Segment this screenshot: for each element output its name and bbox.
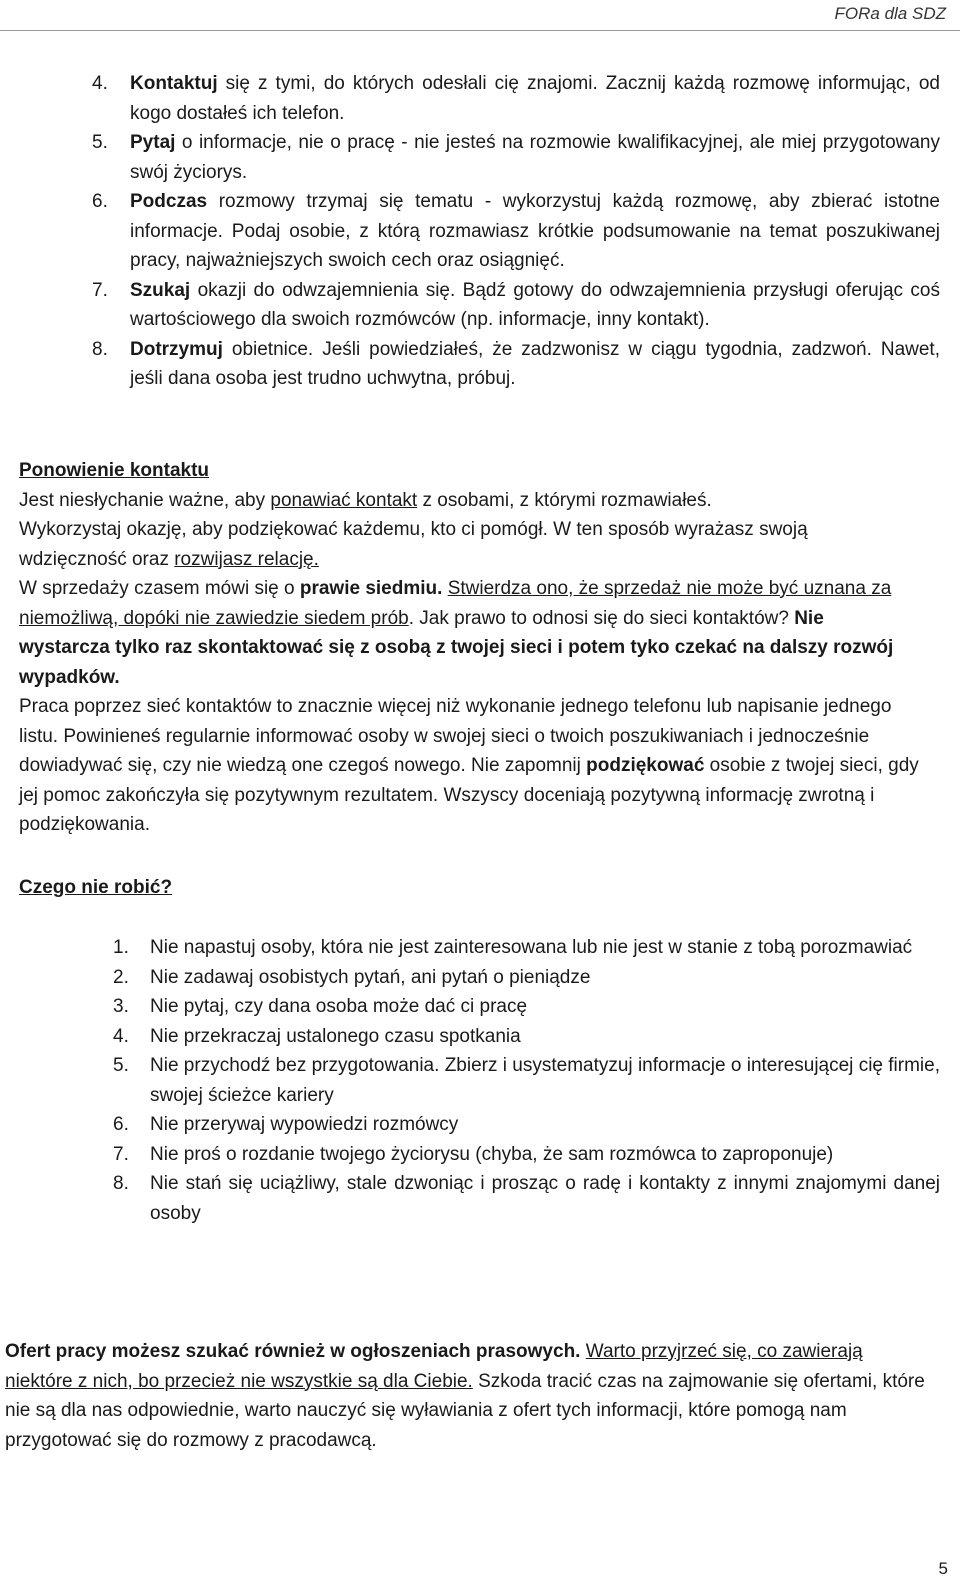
paragraph-text: W sprzedaży czasem mówi się o xyxy=(19,578,300,599)
list-item-text: Nie przychodź bez przygotowania. Zbierz i usystematyzuj informacje o interesującej cię firmie, swojej ścieżce kariery xyxy=(150,1055,940,1106)
list-item-text: Nie napastuj osoby, która nie jest zainteresowana lub nie jest w stanie z tobą porozmawiać xyxy=(150,937,913,958)
section-heading: Czego nie robić? xyxy=(19,877,173,898)
paragraph-text: osobie z twojej sieci, gdy jej pomoc zakończyła się pozytywnym rezultatem. Wszyscy doceniają pozytywną informację zwrotną i podziękowania. xyxy=(19,755,919,835)
list-item-number: 5. xyxy=(113,1055,129,1076)
list-item xyxy=(113,933,940,963)
underlined-phrase: Warto przyjrzeć się, co zawierają niektóre z nich, bo przecież nie wszystkie są dla Ciebie. xyxy=(5,1341,863,1392)
list-item xyxy=(113,1110,940,1140)
paragraph xyxy=(19,574,919,692)
list-item-number: 7. xyxy=(113,1143,129,1165)
list-item-text: się z tymi, do których odesłali cię znajomi. Zacznij każdą rozmowę informując, od kogo dostałeś ich telefon. xyxy=(130,73,940,124)
list-item xyxy=(92,69,940,128)
list-item-number: 8. xyxy=(113,1173,129,1194)
list-item-text: Nie pytaj, czy dana osoba może dać ci pracę xyxy=(150,996,528,1017)
closing-paragraph-wrap xyxy=(5,1337,935,1455)
top-numbered-list xyxy=(92,69,940,394)
list-item-number: 7. xyxy=(92,279,108,301)
bold-phrase: prawie siedmiu. xyxy=(299,578,443,599)
list-item-number: 6. xyxy=(92,191,108,212)
list-item-number: 4. xyxy=(113,1025,129,1047)
donts-numbered-list xyxy=(113,933,940,1228)
section-renew-contact xyxy=(19,456,919,840)
list-item-text: o informacje, nie o pracę - nie jesteś na rozmowie kwalifikacyjnej, ale miej przygotowany swój życiorys. xyxy=(130,132,940,183)
list-item xyxy=(92,335,940,394)
paragraph-text: . Jak prawo to odnosi się do sieci kontaktów? xyxy=(408,607,795,629)
list-item-keyword: Podczas xyxy=(130,191,208,212)
bold-phrase: podziękować xyxy=(586,755,705,776)
list-item xyxy=(92,187,940,276)
list-item-number: 2. xyxy=(113,966,129,988)
list-item-text: Nie stań się uciążliwy, stale dzwoniąc i prosząc o radę i kontakty z innymi znajomymi danej osoby xyxy=(150,1173,940,1224)
paragraph xyxy=(5,1337,935,1455)
list-item-text: Nie zadawaj osobistych pytań, ani pytań o pieniądze xyxy=(150,966,591,988)
underlined-phrase: ponawiać kontakt xyxy=(270,489,418,511)
section-donts-heading-wrap xyxy=(19,873,919,903)
list-item xyxy=(113,1169,940,1228)
list-item-text: obietnice. Jeśli powiedziałeś, że zadzwonisz w ciągu tygodnia, zadzwoń. Nawet, jeśli dana osoba jest trudno uchwytna, próbuj. xyxy=(130,338,940,389)
list-item-keyword: Pytaj xyxy=(130,132,176,153)
page-number: 5 xyxy=(938,1559,948,1578)
underlined-phrase: Stwierdza ono, że sprzedaż nie może być uznana za niemożliwą, dopóki nie zawiedzie siedem prób xyxy=(19,578,892,629)
paragraph-text: z osobami, z którymi rozmawiałeś. xyxy=(417,489,712,511)
section-heading: Ponowienie kontaktu xyxy=(19,460,210,481)
list-item xyxy=(113,1140,940,1170)
list-item-number: 6. xyxy=(113,1114,129,1135)
list-item-number: 8. xyxy=(92,338,108,360)
list-item-number: 3. xyxy=(113,996,129,1017)
list-item-text: rozmowy trzymaj się tematu - wykorzystuj każdą rozmowę, aby zbierać istotne informacje. Podaj osobie, z którą rozmawiasz krótkie podsumowanie na temat poszukiwanej pracy, najważniejszych swoich cech oraz osiągnięć. xyxy=(130,191,940,271)
list-item-text: okazji do odwzajemnienia się. Bądź gotowy do odwzajemnienia przysługi oferując coś wartościowego dla swoich rozmówców (np. informacje, inny kontakt). xyxy=(130,279,940,330)
bold-phrase: Nie wystarcza tylko raz skontaktować się z osobą z twojej sieci i potem tyko czekać na dalszy rozwój wypadków. xyxy=(19,607,894,688)
paragraph xyxy=(19,692,919,840)
paragraph-text: Praca poprzez sieć kontaktów to znacznie więcej niż wykonanie jednego telefonu lub napisanie jednego listu. Powinieneś regularnie informować osoby w swojej sieci o twoich poszukiwaniach i jednocześnie dowiadywać się, czy nie wiedzą one czegoś nowego. Nie zapomnij xyxy=(19,696,892,776)
header-divider xyxy=(0,30,960,31)
underlined-phrase: rozwijasz relację. xyxy=(174,548,319,570)
list-item-text: Nie przekraczaj ustalonego czasu spotkania xyxy=(150,1025,521,1047)
list-item xyxy=(92,128,940,187)
list-item xyxy=(92,276,940,335)
list-item-text: Nie przerywaj wypowiedzi rozmówcy xyxy=(150,1114,459,1135)
list-item-keyword: Szukaj xyxy=(130,279,191,301)
list-item xyxy=(113,1051,940,1110)
list-item-number: 5. xyxy=(92,132,108,153)
list-item-number: 4. xyxy=(92,73,108,94)
paragraph-text: Wykorzystaj okazję, aby podziękować każdemu, kto ci pomógł. W ten sposób wyrażasz swoją wdzięczność oraz xyxy=(19,519,808,570)
list-item xyxy=(113,963,940,993)
list-item xyxy=(113,1022,940,1052)
paragraph xyxy=(19,515,919,574)
list-item-text: Nie proś o rozdanie twojego życiorysu (chyba, że sam rozmówca to zaproponuje) xyxy=(150,1143,834,1165)
list-item-number: 1. xyxy=(113,937,129,958)
list-item-keyword: Kontaktuj xyxy=(130,73,218,94)
list-item-keyword: Dotrzymuj xyxy=(130,338,223,360)
paragraph-text: Jest niesłychanie ważne, aby xyxy=(19,489,271,511)
list-item xyxy=(113,992,940,1022)
bold-phrase: Ofert pracy możesz szukać również w ogłoszeniach prasowych. xyxy=(5,1341,581,1362)
paragraph-text: Szkoda tracić czas na zajmowanie się ofertami, które nie są dla nas odpowiednie, warto nauczyć się wyławiania z ofert tych informacji, które pomogą nam przygotować się do rozmowy z pracodawcą. xyxy=(5,1370,925,1451)
page-header-title: FORa dla SDZ xyxy=(834,4,946,23)
paragraph xyxy=(19,486,919,516)
